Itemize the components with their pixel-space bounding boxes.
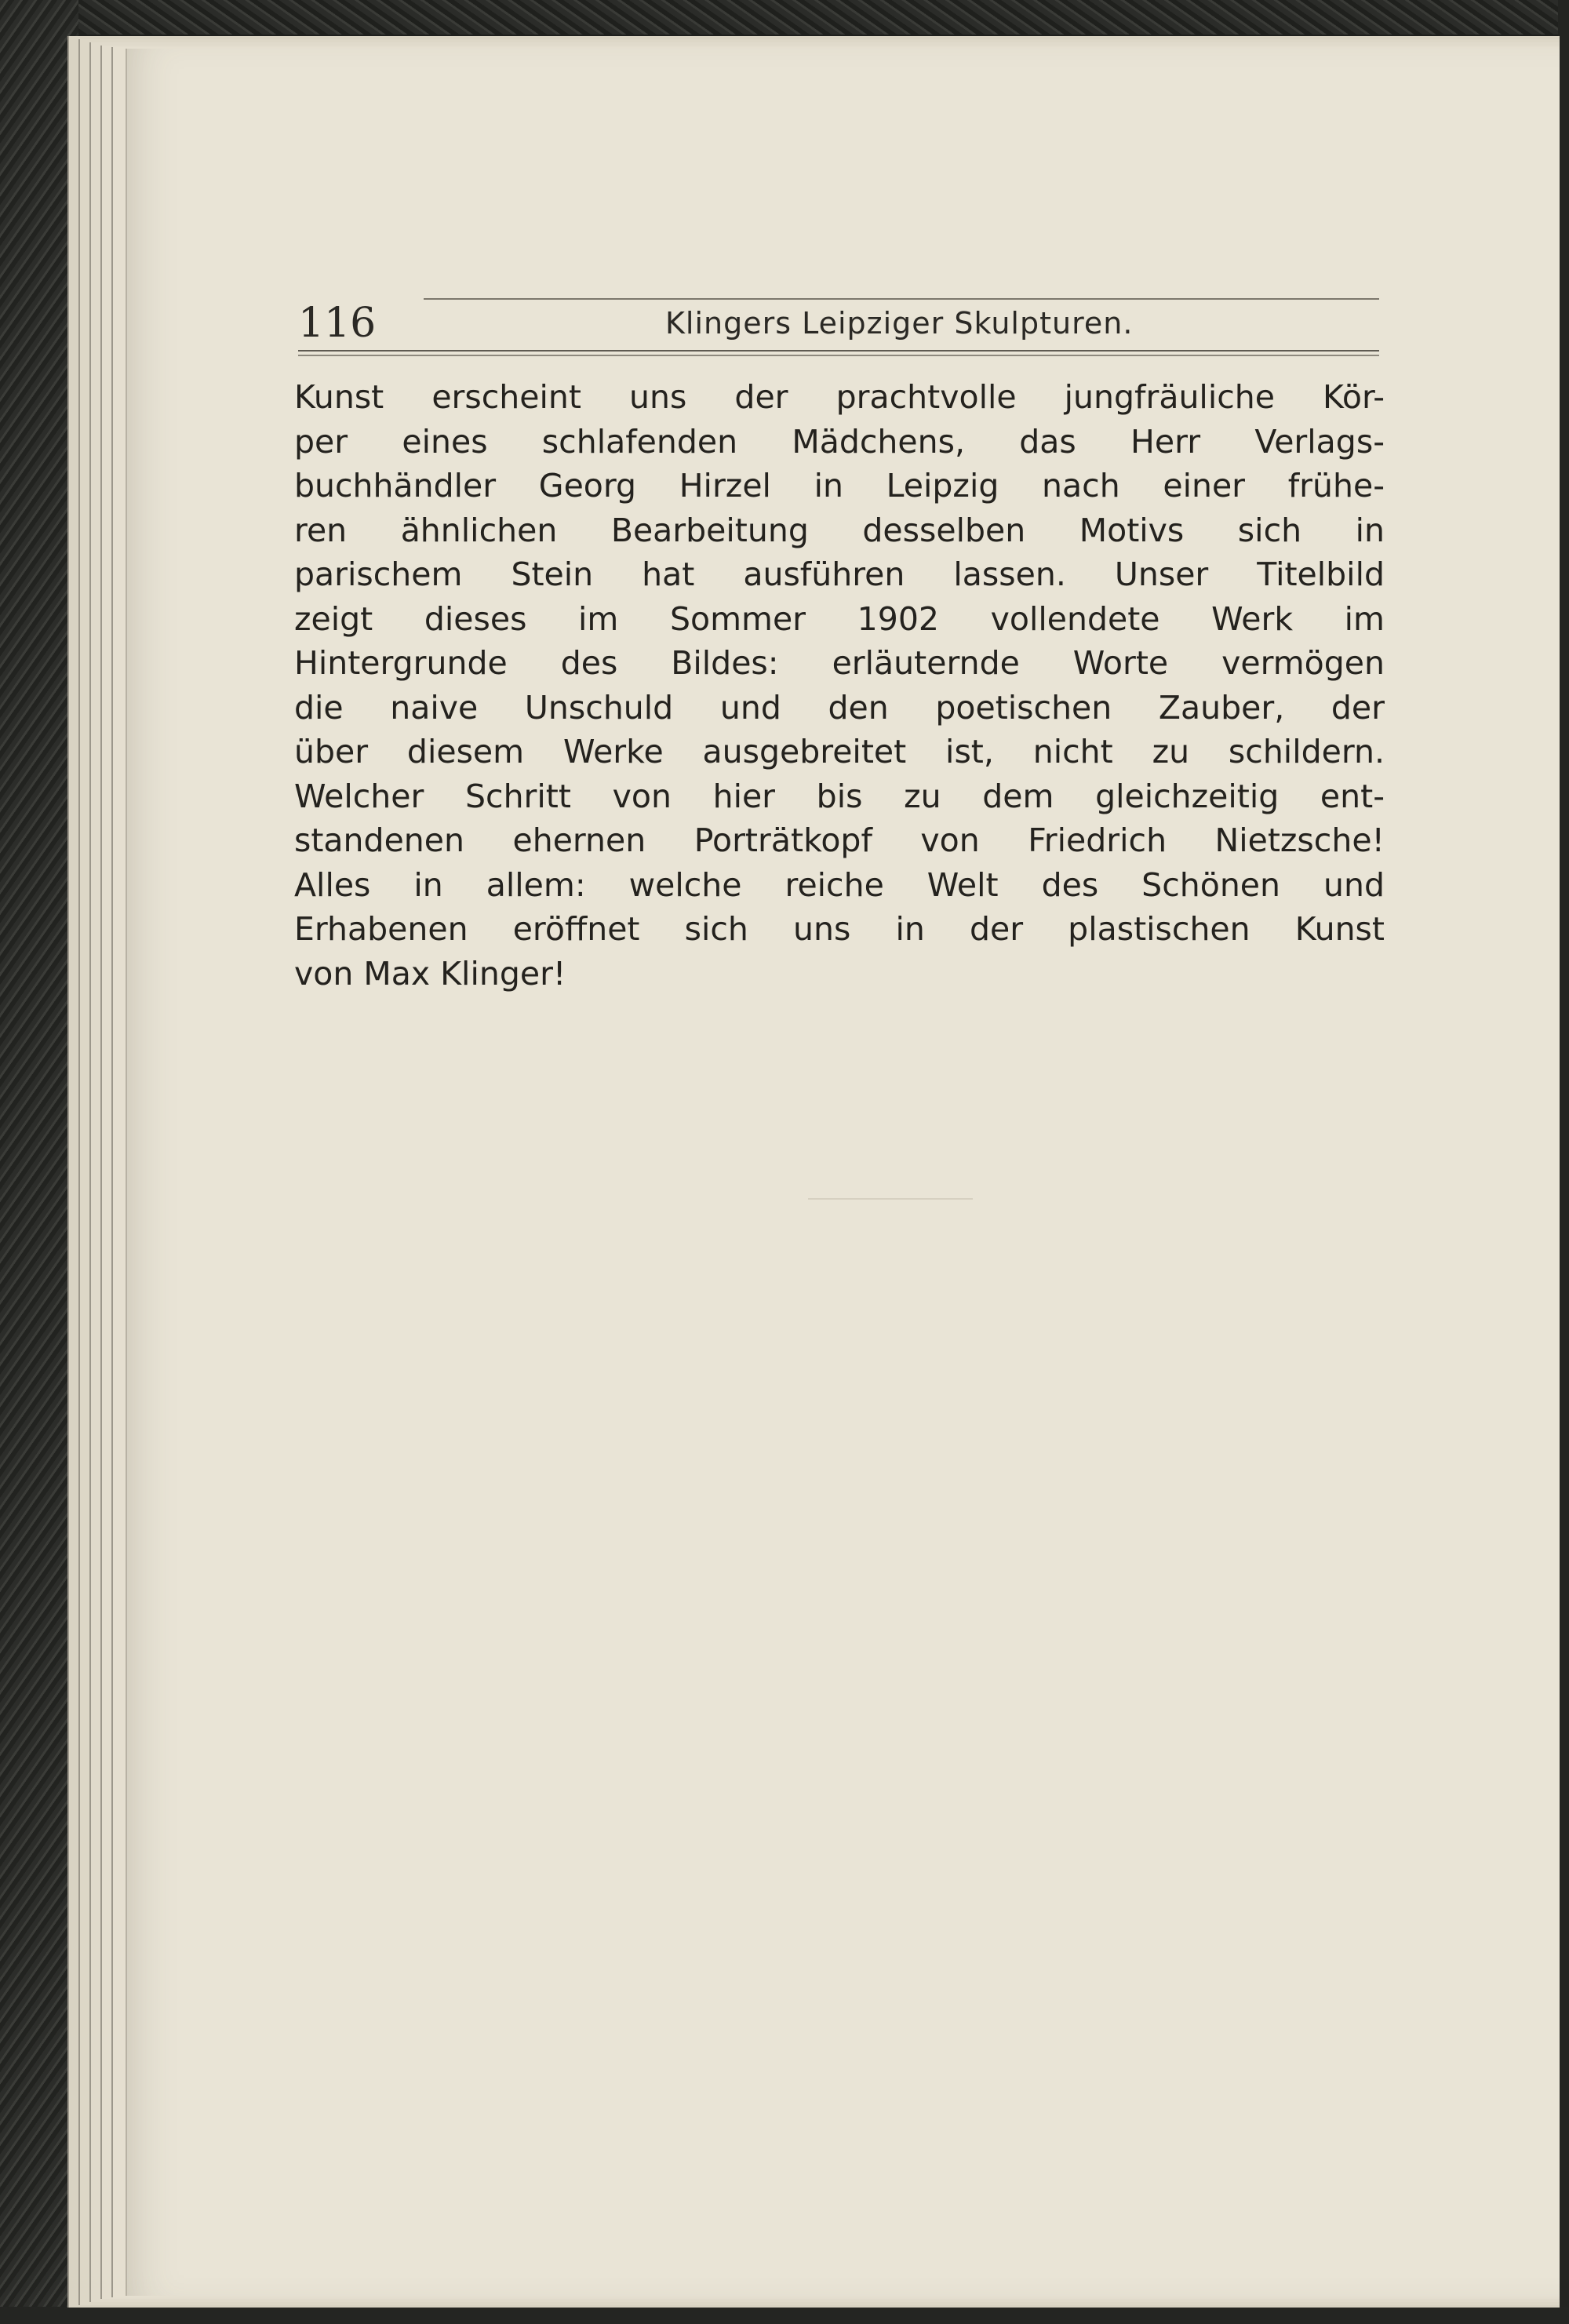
text-line-last: von Max Klinger! (294, 954, 566, 993)
text-line: buchhändler Georg Hirzel in Leipzig nach einer frühe- (294, 467, 1385, 505)
book-cover-top (0, 0, 1569, 35)
text-line: ren ähnlichen Bearbeitung desselben Motivs sich in (294, 511, 1385, 549)
text-line: Hintergrunde des Bildes: erläuternde Worte vermögen (294, 644, 1385, 682)
text-line: über diesem Werke ausgebreitet ist, nicht zu schildern. (294, 733, 1385, 770)
text-line: die naive Unschuld und den poetischen Zauber, der (294, 688, 1385, 727)
page-number: 116 (298, 300, 377, 347)
text-line: Alles in allem: welche reiche Welt des Schönen und (294, 865, 1385, 904)
text-line: standenen ehernen Porträtkopf von Friedrich Nietzsche! (294, 821, 1385, 859)
head-rule-bottom (298, 350, 1379, 352)
book-cover-right (1558, 0, 1569, 2324)
book-cover-bottom (0, 2307, 1569, 2324)
text-line: Kunst erscheint uns der prachtvolle jungfräuliche Kör- (294, 378, 1385, 416)
text-line: Welcher Schritt von hier bis zu dem gleichzeitig ent- (294, 777, 1385, 815)
running-head (298, 243, 1379, 369)
body-text (294, 375, 1385, 996)
text-line: zeigt dieses im Sommer 1902 vollendete Werk im (294, 599, 1385, 638)
text-line: parischem Stein hat ausführen lassen. Unser Titelbild (294, 556, 1385, 593)
show-through-rule (808, 1198, 973, 1200)
running-title: Klingers Leipziger Skulpturen. (665, 306, 1134, 341)
text-line: Erhabenen eröffnet sich uns in der plastischen Kunst (294, 910, 1385, 948)
book-cover-left (0, 0, 78, 2324)
head-rule-top (424, 298, 1379, 300)
text-line: per eines schlafenden Mädchens, das Herr Verlags- (294, 422, 1385, 461)
